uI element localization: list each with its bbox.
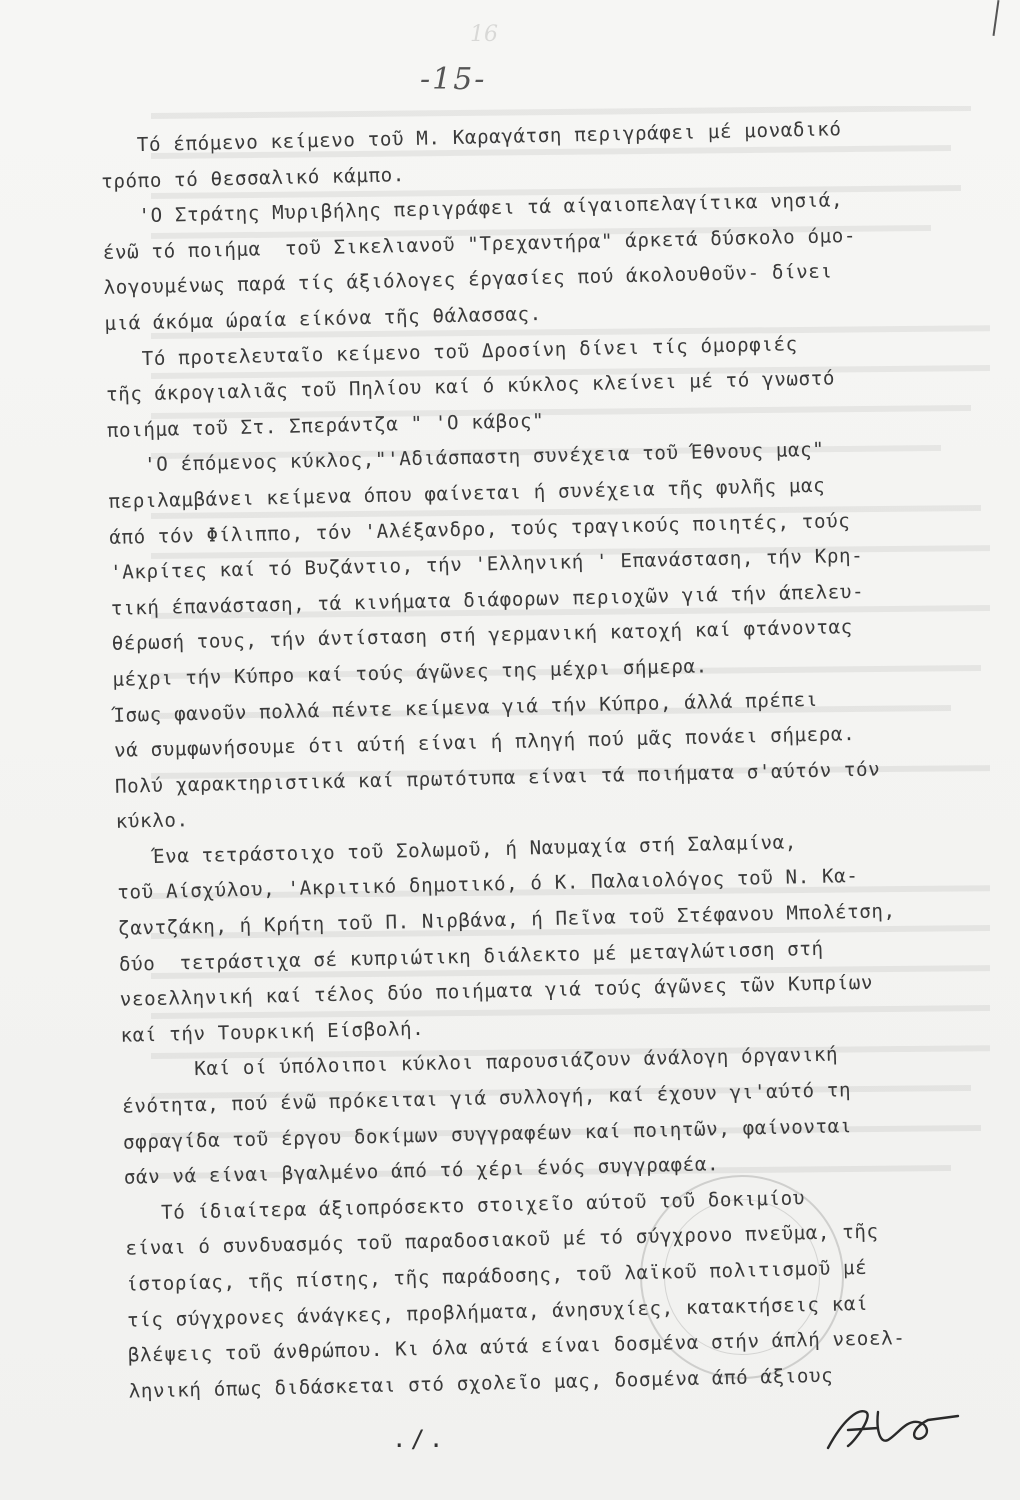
text-line: τρόπο τό θεσσαλικό κάμπο. xyxy=(100,162,406,193)
text-line: μιά άκόμα ώραία είκόνα τῆς θάλασσας. xyxy=(104,301,543,335)
text-line: δύο τετράστιχα σέ κυπριώτικη διάλεκτο μέ μεταγλώτισση στή xyxy=(118,936,824,976)
text-line: ληνική όπως διδάσκεται στό σχολεῖο μας, δοσμένα άπό άξιους xyxy=(128,1363,834,1403)
text-line: ζαντζάκη, ή Κρήτη τοῦ Π. Νιρβάνα, ή Πεῖνα τοῦ Στέφανου Μπολέτση, xyxy=(117,899,896,940)
text-line: Καί οί ύπόλοιποι κύκλοι παρουσιάζουν άνάλογη όργανική xyxy=(121,1042,839,1083)
corner-pen-mark xyxy=(993,0,1000,36)
text-line: ίστορίας, τῆς πίστης, τῆς παράδοσης, τοῦ λαϊκοῦ πολιτισμοῦ μέ xyxy=(125,1255,868,1296)
text-line: Πολύ χαρακτηριστικά καί πρωτότυπα είναι τά ποιήματα σ'αύτόν τόν xyxy=(114,757,881,798)
text-line: 'Ο έπόμενος κύκλος,"'Αδιάσπαστη συνέχεια τοῦ Έθνους μας" xyxy=(107,437,825,478)
text-line: άπό τόν Φίλιππο, τόν 'Αλέξανδρο, τούς τραγικούς ποιητές, τούς xyxy=(109,508,851,549)
footer-mark: ./. xyxy=(392,1425,448,1453)
text-line: είναι ό συνδυασμός τοῦ παραδοσιακοῦ μέ τό σύγχρονο πνεῦμα, τῆς xyxy=(125,1220,879,1261)
text-line: βλέψεις τοῦ άνθρώπου. Κι όλα αύτά είναι δοσμένα στήν άπλή νεοελ- xyxy=(127,1326,906,1367)
text-line: περιλαμβάνει κείμενα όπου φαίνεται ή συνέχεια τῆς φυλῆς μας xyxy=(108,473,826,513)
text-line: τίς σύγχρονες άνάγκες, προβλήματα, άνησυχίες, κατακτήσεις καί xyxy=(126,1291,869,1332)
text-line: θέρωσή τους, τήν άντίσταση στή γερμανική κατοχή καί φτάνοντας xyxy=(111,615,854,656)
text-line: σάν νά είναι βγαλμένο άπό τό χέρι ένός συγγραφέα. xyxy=(123,1152,720,1189)
text-line: μέχρι τήν Κύπρο καί τούς άγῶνες της μέχρι σήμερα. xyxy=(112,654,709,691)
text-line: 'Ακρίτες καί τό Βυζάντιο, τήν 'Ελληνική ' Επανάσταση, τήν Κρη- xyxy=(109,543,864,585)
text-line: Ίσως φανοῦν πολλά πέντε κείμενα γιά τήν Κύπρο, άλλά πρέπει xyxy=(113,687,819,727)
text-line: Τό έπόμενο κείμενο τοῦ Μ. Καραγάτση περιγράφει μέ μοναδικό xyxy=(100,117,842,157)
text-line: ένῶ τό ποιήμα τοῦ Σικελιανοῦ "Τρεχαντήρα" άρκετά δύσκολο όμο- xyxy=(102,223,857,264)
text-line: ποιήμα τοῦ Στ. Σπεράντζα " 'Ο κάβος" xyxy=(106,408,545,442)
text-line: κύκλο. xyxy=(115,808,189,834)
page-number: -15- xyxy=(420,62,487,97)
text-line: λογουμένως παρά τίς άξιόλογες έργασίες πού άκολουθοῦν- δίνει xyxy=(103,259,833,300)
text-line: τική έπανάσταση, τά κινήματα διάφορων περιοχῶν γιά τήν άπελευ- xyxy=(110,579,865,620)
official-stamp xyxy=(640,1175,844,1379)
text-line: ένότητα, πού ένῶ πρόκειται γιά συλλογή, καί έχουν γι'αύτό τη xyxy=(121,1078,852,1118)
text-line: 'Ο Στράτης Μυριβήλης περιγράφει τά αίγαιοπελαγίτικα νησιά, xyxy=(101,188,844,229)
text-line: τοῦ Αίσχύλου, 'Ακριτικό δημοτικό, ό Κ. Παλαιολόγος τοῦ Ν. Κα- xyxy=(117,864,859,905)
body-text xyxy=(100,108,1009,1409)
text-line: νά συμφωνήσουμε ότι αύτή είναι ή πληγή πού μᾶς πονάει σήμερα. xyxy=(113,722,856,762)
text-line: Τό ίδιαίτερα άξιοπρόσεκτο στοιχεῖο αύτοῦ τοῦ δοκιμίου xyxy=(124,1186,806,1225)
ghost-page-number: 16 xyxy=(470,22,498,47)
text-line: νεοελληνική καί τέλος δύο ποιήματα γιά τούς άγῶνες τῶν Κυπρίων xyxy=(119,970,874,1012)
text-line: σφραγίδα τοῦ έργου δοκίμων συγγραφέων καί ποιητῶν, φαίνονται xyxy=(122,1113,853,1154)
text-line: Ένα τετράστοιχο τοῦ Σολωμοῦ, ή Ναυμαχία στή Σαλαμίνα, xyxy=(116,830,798,869)
text-line: τῆς άκρογιαλιᾶς τοῦ Πηλίου καί ό κύκλος κλείνει μέ τό γνωστό xyxy=(105,366,836,407)
handwritten-signature xyxy=(818,1400,968,1460)
text-line: καί τήν Τουρκική Είσβολή. xyxy=(120,1016,425,1047)
text-line: Τό προτελευταῖο κείμενο τοῦ Δροσίνη δίνει τίς όμορφιές xyxy=(104,331,798,371)
